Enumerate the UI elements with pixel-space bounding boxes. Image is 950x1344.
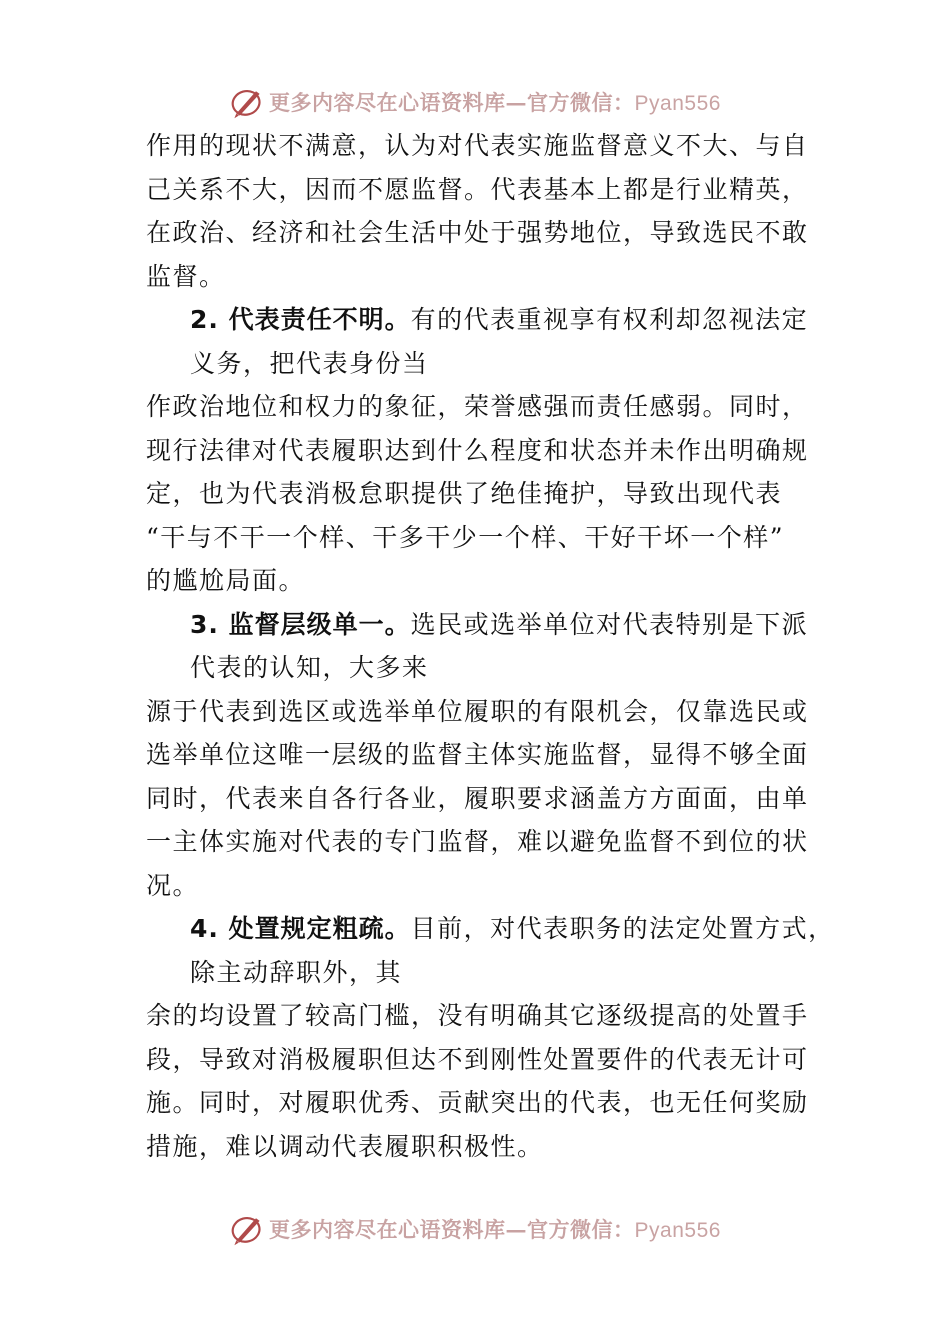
header-banner — [0, 80, 950, 124]
header-banner-text: 更多内容尽在心语资料库—官方微信：Pyan556 — [269, 90, 721, 115]
section-2 — [146, 298, 809, 603]
text-line: 余的均设置了较高门槛，没有明确其它逐级提高的处置手 — [146, 1001, 809, 1030]
section-heading: 2. 代表责任不明。 — [190, 305, 411, 334]
text-line: 源于代表到选区或选举单位履职的有限机会，仅靠选民或 — [146, 696, 809, 726]
text-line: 段，导致对消极履职但达不到刚性处置要件的代表无计可 — [146, 1044, 809, 1074]
text-line: 同时，代表来自各行各业，履职要求涵盖方方面面，由单 — [146, 783, 809, 813]
text-line: 一主体实施对代表的专门监督，难以避免监督不到位的状 — [146, 827, 809, 856]
text-line: 措施，难以调动代表履职积极性。 — [146, 1131, 544, 1161]
section-heading: 4. 处置规定粗疏。 — [190, 914, 411, 943]
pen-logo-icon — [229, 1211, 265, 1247]
section-3 — [146, 603, 809, 908]
text-line: 选举单位这唯一层级的监督主体实施监督，显得不够全面 — [146, 740, 809, 769]
text-line: “干与不干一个样、干多干少一个样、干好干坏一个样” — [146, 522, 785, 552]
text-line: 施。同时，对履职优秀、贡献突出的代表，也无任何奖励 — [146, 1088, 809, 1117]
text-line: 作用的现状不满意，认为对代表实施监督意义不大、与自 — [146, 131, 809, 160]
text-line: 除主动辞职外，其 — [190, 957, 403, 987]
text-line: 现行法律对代表履职达到什么程度和状态并未作出明确规 — [146, 435, 809, 465]
paragraph-1 — [146, 124, 809, 298]
text-line: 定，也为代表消极怠职提供了绝佳掩护，导致出现代表 — [146, 479, 783, 508]
text-line: 监督。 — [146, 261, 226, 291]
document-body — [146, 124, 835, 1168]
pen-logo-icon — [229, 84, 265, 120]
section-heading-line: 3. 监督层级单一。选民或选举单位对代表特别是下派 — [190, 609, 809, 639]
text-line: 义务，把代表身份当 — [190, 348, 429, 378]
footer-banner — [0, 1207, 950, 1251]
footer-banner-text: 更多内容尽在心语资料库—官方微信：Pyan556 — [269, 1217, 721, 1242]
text-line: 的尴尬局面。 — [146, 566, 306, 595]
text-line: 己关系不大，因而不愿监督。代表基本上都是行业精英， — [146, 174, 809, 204]
text-line: 作政治地位和权力的象征，荣誉感强而责任感弱。同时， — [146, 392, 809, 421]
section-heading-line: 2. 代表责任不明。有的代表重视享有权利却忽视法定 — [190, 305, 809, 334]
text-line: 代表的认知，大多来 — [190, 653, 429, 682]
text-line: 况。 — [146, 870, 200, 900]
section-heading-line: 4. 处置规定粗疏。目前，对代表职务的法定处置方式， — [190, 914, 835, 943]
section-heading: 3. 监督层级单一。 — [190, 609, 411, 639]
text-line: 在政治、经济和社会生活中处于强势地位，导致选民不敢 — [146, 218, 809, 247]
section-4 — [146, 907, 835, 1168]
